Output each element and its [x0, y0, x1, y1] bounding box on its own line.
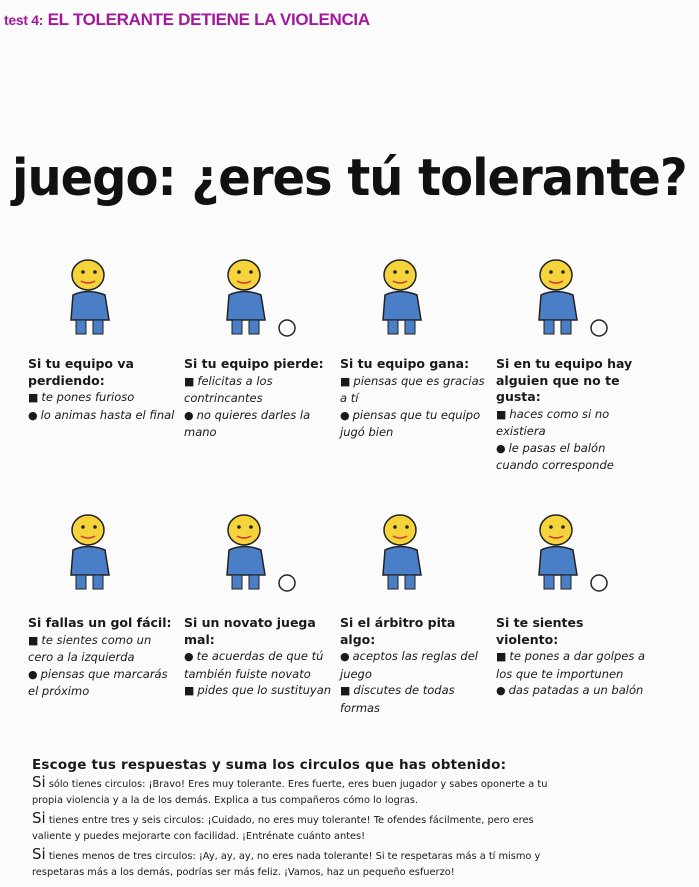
quiz-question-6 — [184, 615, 336, 700]
cartoon-illustration — [511, 250, 621, 340]
question-text: Si tu equipo gana: — [340, 356, 470, 371]
result-three-to-six — [32, 811, 552, 844]
result-text: tienes menos de tres circulos: ¡Ay, ay, ay, no eres nada tolerante! Si te respetaras más a tí mismo y respetaras más a los demás, podrías ser más feliz. ¡Vamos, haz un pequeño esfuerzo! — [32, 851, 541, 878]
circle-icon: ● — [28, 667, 38, 681]
answer-option — [340, 682, 492, 716]
result-less-than-three — [32, 847, 552, 880]
option-text: discutes de todas formas — [340, 683, 455, 715]
circle-icon: ● — [28, 408, 38, 422]
si-label: Si — [32, 809, 46, 827]
cartoon-illustration — [355, 250, 465, 340]
quiz-question-2 — [184, 356, 336, 441]
option-text: te acuerdas de que tú también fuiste novato — [184, 649, 324, 681]
option-text: das patadas a un balón — [508, 683, 644, 697]
answer-option — [340, 373, 492, 407]
square-icon: ■ — [340, 684, 351, 697]
quiz-question-5 — [28, 615, 180, 700]
option-text: te pones a dar golpes a los que te importunen — [496, 649, 646, 681]
si-label: Si — [32, 845, 46, 863]
cartoon-illustration — [199, 250, 309, 340]
square-icon: ■ — [496, 407, 507, 421]
page-header — [4, 10, 370, 30]
option-text: no quieres darles la mano — [184, 407, 311, 439]
answer-option — [184, 407, 336, 441]
option-text: te sientes como un cero a la izquierda — [28, 632, 152, 664]
quiz-question-1 — [28, 356, 180, 424]
quiz-question-7 — [340, 615, 492, 716]
circle-icon: ● — [184, 650, 194, 663]
answer-option — [340, 407, 492, 441]
quiz-question-3 — [340, 356, 492, 441]
answer-option — [340, 648, 492, 682]
question-text: Si tu equipo va perdiendo: — [28, 356, 134, 388]
option-text: piensas que es gracias a tí — [340, 373, 485, 405]
square-icon: ■ — [340, 374, 351, 388]
option-text: te pones furioso — [41, 390, 135, 404]
cartoon-illustration — [43, 505, 153, 595]
answer-option — [28, 407, 180, 425]
scoring-title: Escoge tus respuestas y suma los circulos que has obtenido: — [32, 757, 507, 773]
answer-option — [28, 632, 180, 666]
cartoon-illustration — [199, 505, 309, 595]
page-title: juego: ¿eres tú tolerante? — [12, 148, 687, 208]
question-text: Si el árbitro pita algo: — [340, 615, 456, 647]
option-text: le pasas el balón cuando corresponde — [496, 440, 614, 472]
question-text: Si fallas un gol fácil: — [28, 615, 172, 630]
question-text: Si en tu equipo hay alguien que no te gusta: — [496, 356, 633, 404]
answer-option — [496, 406, 648, 440]
result-text: tienes entre tres y seis circulos: ¡Cuidado, no eres muy tolerante! Te ofendes fácilmente, pero eres valiente y puedes mejorarte con facilidad. ¡Entrénate cuánto antes! — [32, 815, 534, 842]
cartoon-illustration — [43, 250, 153, 340]
header-title: EL TOLERANTE DETIENE LA VIOLENCIA — [47, 10, 370, 29]
answer-option — [496, 648, 648, 682]
cartoon-illustration — [511, 505, 621, 595]
quiz-question-4 — [496, 356, 648, 474]
option-text: piensas que tu equipo jugó bien — [340, 407, 481, 439]
square-icon: ■ — [28, 391, 39, 404]
circle-icon: ● — [184, 408, 194, 422]
question-text: Si un novato juega mal: — [184, 615, 316, 647]
cartoon-illustration — [355, 505, 465, 595]
option-text: piensas que marcarás el próximo — [28, 666, 168, 698]
option-text: aceptos las reglas del juego — [340, 649, 478, 681]
square-icon: ■ — [28, 633, 39, 647]
option-text: lo animas hasta el final — [40, 407, 175, 422]
quiz-question-8 — [496, 615, 648, 700]
circle-icon: ● — [496, 684, 506, 697]
result-text: sólo tienes circulos: ¡Bravo! Eres muy tolerante. Eres fuerte, eres buen jugador y sabes oponerte a tu propia violencia y a la de los demás. Explica a tus compañeros cómo lo logras. — [32, 779, 548, 806]
answer-option — [184, 648, 336, 682]
square-icon: ■ — [184, 684, 195, 697]
answer-option — [28, 666, 180, 700]
answer-option — [496, 440, 648, 474]
answer-option — [28, 389, 180, 407]
option-text: felicitas a los contrincantes — [184, 373, 273, 405]
square-icon: ■ — [496, 650, 507, 663]
test-number: test 4: — [4, 12, 44, 28]
answer-option — [496, 682, 648, 700]
scoring-section — [32, 757, 552, 883]
si-label: Si — [32, 773, 46, 791]
circle-icon: ● — [340, 650, 350, 663]
answer-option — [184, 373, 336, 407]
circle-icon: ● — [496, 441, 506, 455]
circle-icon: ● — [340, 408, 350, 422]
question-text: Si te sientes violento: — [496, 615, 584, 647]
option-text: haces como si no existiera — [496, 406, 610, 438]
result-all-circles — [32, 775, 552, 808]
square-icon: ■ — [184, 374, 195, 388]
option-text: pides que lo sustituyan — [197, 683, 332, 697]
question-text: Si tu equipo pierde: — [184, 356, 324, 371]
answer-option — [184, 682, 336, 700]
